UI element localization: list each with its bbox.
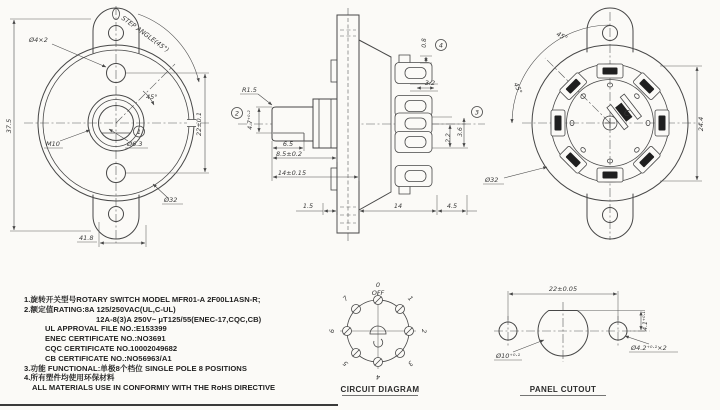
note-line-10: ALL MATERIALS USE IN CONFORMIY WITH THE RoHS DIRECTIVE (32, 383, 276, 393)
panel-title: PANEL CUTOUT (529, 385, 597, 394)
front-leader-thread (60, 130, 90, 141)
circuit-zero: 0 (375, 281, 381, 289)
note-line-9: 4.所有塑件均使用环保材料 (24, 373, 115, 383)
notes-block (24, 295, 358, 393)
note-line-5: ENEC CERTIFICATE NO.:NO3691 (45, 334, 166, 344)
front-centerlines (24, 6, 210, 243)
panel-dim-side-holes: Ø4.2⁺⁰·¹×2 (631, 344, 667, 352)
side-body-slants (359, 40, 391, 210)
circuit-pos-3: 3 (406, 359, 415, 368)
note-line-6: CQC CERTIFICATE NO.10002049682 (45, 343, 178, 353)
note-line-7: CB CERTIFICATE NO.:NO56963/A1 (45, 353, 172, 363)
panel-dim-hole: Ø10⁺⁰·¹ (496, 352, 521, 360)
circuit-title: CIRCUIT DIAGRAM (340, 385, 420, 394)
side-marker3: 3 (474, 108, 480, 117)
note-line-1: 1.旋转开关型号ROTARY SWITCH MODEL MFR01-A 2F00L1ASN-R; (24, 295, 261, 304)
front-view (5, 6, 210, 247)
back-terminal-135 (626, 139, 661, 174)
note-line-8: 3.功能 FUNCTIONAL:单极8个档位 SINGLE POLE 8 POSITIONS (24, 363, 247, 373)
side-dim-radius: R1.5 (242, 86, 257, 94)
side-view (232, 8, 486, 242)
front-dim-thread: M10 (46, 140, 60, 148)
front-dim-dia: Ø32 (164, 196, 178, 204)
sheet-border-line (0, 404, 338, 406)
circuit-off: OFF (371, 289, 385, 297)
panel-dim-flat: 4.1⁺⁰·¹ (642, 311, 649, 331)
side-dim-lug-t: 0.8 (421, 38, 428, 48)
back-dim-angle-a: 45° (554, 29, 569, 43)
side-dim-b2: 14 (393, 202, 403, 210)
side-marker2: 2 (234, 109, 240, 118)
front-step-angle-label: STEP ANGLE(45°) (119, 14, 171, 55)
back-terminal-45 (626, 72, 661, 107)
side-terminal-5 (395, 166, 432, 187)
back-common-label: C (624, 109, 630, 118)
circuit-pos-2: 2 (420, 328, 428, 334)
circuit-pos-6: 6 (328, 328, 336, 334)
side-dim-bush-len: 14±0.15 (277, 169, 307, 177)
note-line-2: 2.额定值RATING:8A 125/250VAC(UL,C-UL) (24, 304, 176, 314)
note-line-4: UL APPROVAL FILE NO.:E153399 (45, 324, 167, 334)
front-dim-holes: Ø4×2 (29, 36, 48, 44)
back-terminal-225 (559, 139, 594, 174)
front-marker1: 1 (136, 128, 142, 136)
front-dim-angle: 45° (146, 93, 158, 101)
side-dim-slot: 3.2 (424, 79, 436, 87)
back-dim-angle-b: 45° (511, 81, 524, 96)
side-dim-flat-h: 4.7⁺⁰·² (247, 110, 254, 130)
front-leader-shaft (109, 129, 128, 141)
side-terminal-4 (395, 132, 432, 153)
front-dim-height: 37.5 (5, 118, 13, 134)
front-dim-pitch: 22±0.1 (195, 111, 203, 137)
panel-dim-pitch: 22±0.05 (548, 285, 578, 293)
side-marker4: 4 (438, 41, 444, 50)
side-boss-bottom (331, 168, 337, 190)
panel-leader-side-holes (625, 336, 649, 344)
side-shaft (272, 107, 313, 141)
panel-main-hole (538, 311, 588, 357)
circuit-pos-7: 7 (341, 294, 350, 303)
front-dim-shaft: Ø6.3 (127, 140, 143, 148)
circuit-pos-4: 4 (375, 373, 381, 381)
side-bushing (313, 99, 337, 148)
side-dim-flat-len: 6.5 (282, 140, 294, 148)
circuit-pos-1: 1 (406, 294, 415, 303)
back-dim-height: 24.4 (697, 116, 705, 132)
back-leader-dia (504, 167, 547, 178)
circuit-pos-5: 5 (341, 359, 350, 368)
back-terminal-90 (646, 110, 669, 136)
panel-cutout (494, 285, 678, 396)
side-boss-top (331, 60, 337, 82)
side-leader-radius (258, 94, 272, 105)
front-dim-ear: 41.8 (79, 234, 94, 242)
back-view (483, 8, 705, 240)
panel-leader-hole (513, 340, 544, 352)
side-dim-shaft-len: 8.5±0.2 (275, 150, 303, 158)
back-dim-dia: Ø32 (485, 176, 499, 184)
side-dim-t1: 2.2 (445, 133, 452, 143)
note-line-3: 12A-8(3)A 250V~ μT125/55(ENEC-17,CQC,CB) (96, 314, 262, 324)
side-dim-b3: 4.5 (446, 202, 458, 210)
side-dim-b1: 1.5 (302, 202, 314, 210)
side-terminal-3 (395, 113, 432, 134)
side-dim-t2: 3.6 (457, 127, 464, 137)
